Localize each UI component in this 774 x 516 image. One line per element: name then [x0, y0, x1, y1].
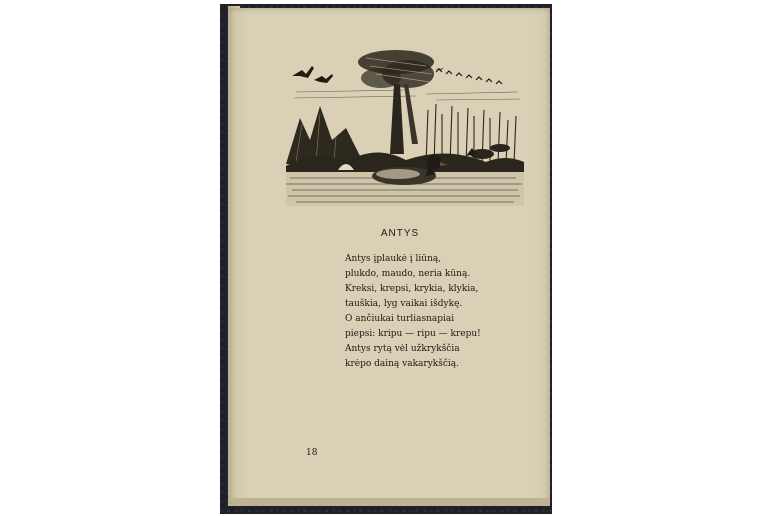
poem-body: [345, 252, 545, 372]
poem-line: krėpo dainą vakarykščią.: [345, 359, 460, 369]
poem-line: Antys rytą vėl užkrykščia: [345, 344, 460, 354]
ducks-illustration: [286, 44, 524, 210]
poem-title: ANTYS: [380, 228, 420, 239]
poem-line: tauškia, lyg vaikai išdykę.: [345, 299, 463, 309]
poem-line: plukdo, maudo, neria kūną.: [345, 269, 471, 279]
poem-line: Kreksi, krepsi, krykia, klykia,: [345, 284, 479, 294]
poem-line: O ančiukai turliasnapiai: [345, 314, 455, 324]
page-bottom-edge: [232, 498, 550, 506]
poem-line: Antys įplaukė į liūną,: [345, 254, 442, 264]
page-number: 18: [306, 448, 318, 458]
poem-line: piepsi: kripu — ripu — krepu!: [345, 329, 481, 339]
